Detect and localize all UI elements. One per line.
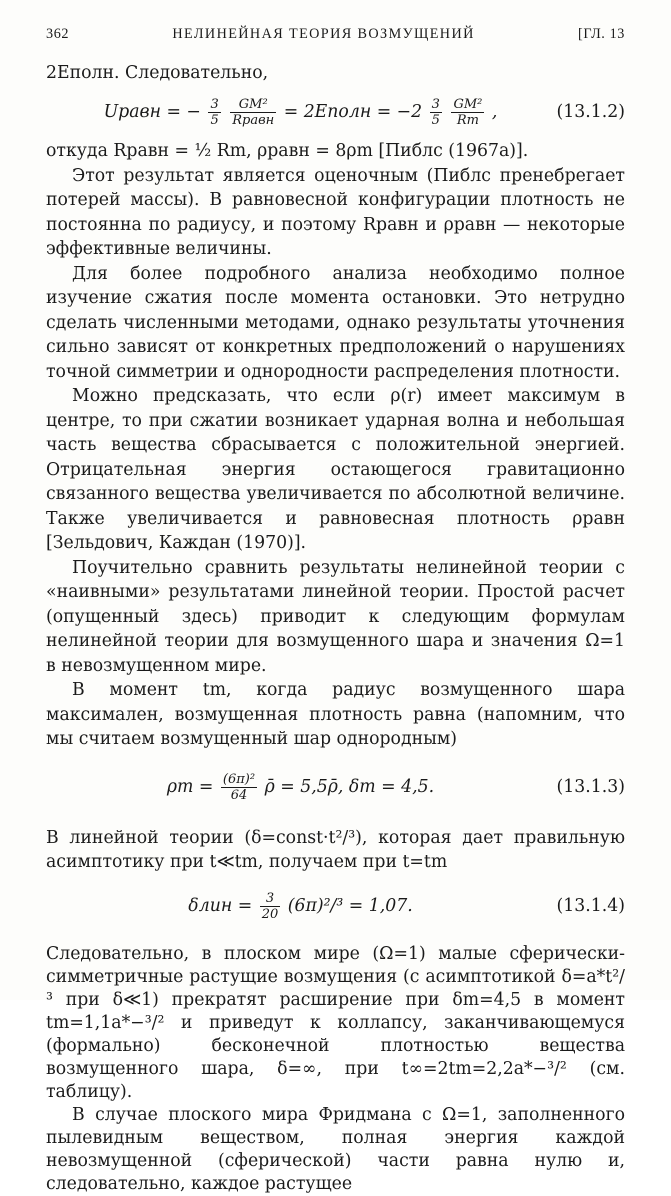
eq2-frac-3: [430, 97, 442, 128]
running-head: [46, 22, 625, 47]
page-number: 362: [46, 26, 70, 42]
eq2-frac-3-den: 5: [431, 112, 440, 128]
eq2-frac-2: [230, 97, 276, 128]
eq2-frac-4: [451, 97, 484, 128]
eq3-rhs: ρ̄ = 5,5ρ̄, δm = 4,5.: [264, 777, 435, 797]
equation-number-13-1-2: (13.1.2): [556, 101, 625, 122]
paragraph-2: Для более подробного анализа необходимо полное изучение сжатия после момента остановки. Это нетрудно сделать численными методами, однако результаты уточнения сильно зависят от конкретных предположений о нарушениях точной симметрии и однородности распределения плотности.: [46, 263, 625, 382]
eq3-frac: [221, 772, 257, 803]
eq4-frac: [260, 891, 281, 922]
paragraph-4: Поучительно сравнить результаты нелинейной теории с «наивными» результатами линейной теории. Простой расчет (опущенный здесь) приводит к следующим формулам нелинейной теории для возмущенного шара и значения Ω=1 в невозмущенном мире.: [46, 557, 625, 676]
chapter-marker: [ГЛ. 13: [578, 26, 625, 42]
eq2-frac-1-num: 3: [210, 96, 219, 112]
eq2-frac-4-num: GM²: [453, 96, 483, 112]
eq2-mid: = 2Eполн = −2: [283, 101, 423, 122]
eq4-frac-num: 3: [260, 891, 281, 907]
eq2-frac-2-num: GM²: [230, 97, 276, 113]
equation-13-1-2-body: [46, 97, 555, 128]
equation-13-1-3: [46, 766, 625, 810]
equation-number-13-1-4: (13.1.4): [556, 896, 625, 917]
eq2-frac-1-den: 5: [210, 112, 219, 128]
eq4-lhs: δлин =: [188, 896, 253, 916]
eq2-tail: ,: [491, 101, 498, 122]
paragraph-1: Этот результат является оценочным (Пиблс пренебрегает потерей массы). В равновесной конфигурации плотность не постоянна по радиусу, и поэтому Rравн и ρравн — некоторые эффективные величины.: [46, 165, 625, 259]
eq2-frac-3-num: 3: [431, 96, 440, 112]
paragraph-7: Следовательно, в плоском мире (Ω=1) малые сферически-симметричные растущие возмущения (с асимптотикой δ=a*t²/³ при δ≪1) прекратят расширение при δm=4,5 в момент tm=1,1a*−³/² и приведут к коллапсу, заканчивающемуся (формально) бесконечной плотностью вещества возмущенного шара, δ=∞, при t∞=2tm=2,2a*−³/² (см. таблицу).: [46, 943, 625, 1102]
equation-13-1-3-body: [46, 772, 555, 803]
eq2-frac-2-den: Rравн: [232, 112, 275, 128]
eq3-lhs: ρm =: [166, 777, 214, 797]
eq4-rhs: (6π)²/³ = 1,07.: [287, 896, 413, 916]
paragraph-3: Можно предсказать, что если ρ(r) имеет максимум в центре, то при сжатии возникает ударная волна и небольшая часть вещества сбрасывается с положительной энергией. Отрицательная энергия остающегося гравитационно связанного вещества увеличивается по абсолютной величине. Также увеличивается и равновесная плотность ρравн [Зельдович, Каждан (1970)].: [46, 386, 625, 553]
running-title: НЕЛИНЕЙНАЯ ТЕОРИЯ ВОЗМУЩЕНИЙ: [172, 26, 475, 42]
paragraph-8: В случае плоского мира Фридмана с Ω=1, заполненного пылевидным веществом, полная энергия каждой невозмущенной (сферической) части равна нулю и, следовательно, каждое растущее: [46, 1104, 625, 1194]
eq2-frac-1: [208, 97, 220, 128]
eq2-frac-4-den: Rm: [456, 112, 479, 128]
equation-13-1-4-body: [46, 891, 555, 922]
equation-13-1-4: [46, 885, 625, 929]
equation-number-13-1-3: (13.1.3): [556, 777, 625, 798]
eq4-frac-den: 20: [261, 907, 279, 922]
paragraph-6: В линейной теории (δ=const·t²/³), которая дает правильную асимптотику при t≪tm, получаем при t=tm: [46, 827, 625, 872]
lead-line: 2Eполн. Следовательно,: [46, 62, 269, 83]
paragraph-5: В момент tm, когда радиус возмущенного шара максимален, возмущенная плотность равна (напомним, что мы считаем возмущенный шар однородным): [46, 680, 625, 749]
equation-13-1-2: [46, 91, 625, 133]
eq3-frac-num: (6π)²: [222, 772, 256, 787]
eq2-lhs: Uравн = −: [103, 101, 201, 122]
where-line: откуда Rравн = ½ Rm, ρравн = 8ρm [Пиблс (1967a)].: [46, 141, 529, 161]
eq3-frac-den: 64: [230, 788, 248, 803]
